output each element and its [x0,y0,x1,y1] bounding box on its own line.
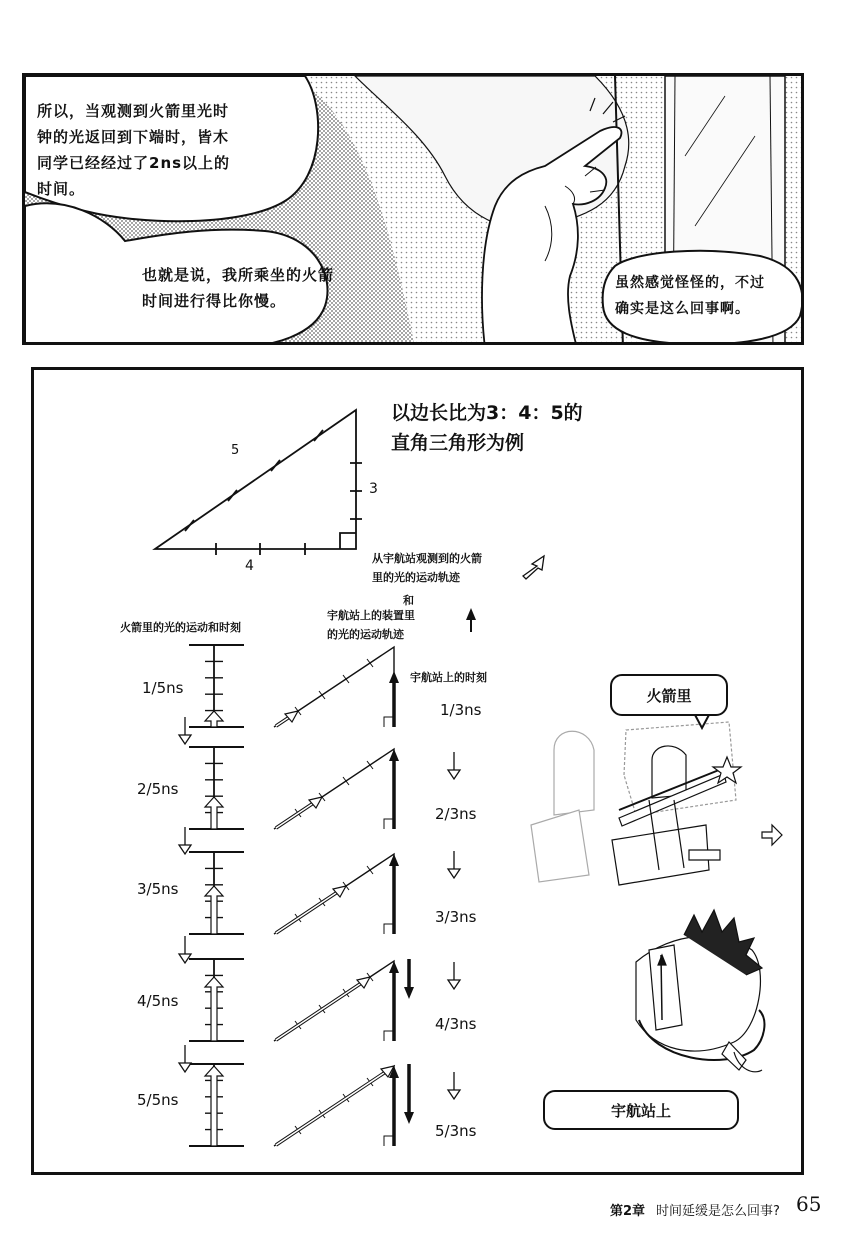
rocket-time-2: 2/5ns [137,780,179,798]
speech-bubble-1 [37,98,307,202]
mini-hyp-tick [367,659,373,667]
speech-bubble-3 [615,270,804,322]
time-rows [189,645,414,1146]
mini-hyp-tick [343,777,349,785]
diagram-title-line-1: 以边长比为3：4：5的 [391,402,583,424]
side-label-4: 4 [245,558,254,574]
station-time-5: 5/3ns [435,1122,477,1140]
rocket-time-1: 1/5ns [142,679,184,697]
mini-light-path-core [276,889,342,933]
label-station: 宇航站上 [543,1090,739,1130]
speech-bubble-1-line-2: 钟的光返回到下端时，皆木 [37,128,230,146]
diagram-art [34,370,804,1175]
main-triangle [155,410,362,555]
speech-bubble-1-line-4: 时间。 [37,180,86,198]
label-rocket: 火箭里 [610,674,728,716]
mini-hyp-tick [367,761,373,769]
clock-light-arrow [205,886,223,934]
speech-bubble-1-line-1: 所以，当观测到火箭里光时 [37,102,230,120]
clock-light-arrow [205,1066,223,1146]
station-character [636,910,764,1072]
side-label-5: 5 [231,443,240,458]
rocket-time-5: 5/5ns [137,1091,179,1109]
rocket-time-3: 3/5ns [137,880,179,898]
station-return-arrowhead [404,987,414,999]
mini-light-path-core [276,800,318,828]
mini-light-path-core [276,1069,390,1145]
footer-chapter: 第2章 [610,1204,646,1219]
side-label-3: 3 [369,481,378,497]
mini-hyp-tick [343,675,349,683]
speech-bubble-1-line-3: 同学已经经过了2ns以上的 [37,154,231,172]
station-time-2: 2/3ns [435,805,477,823]
mini-hyp-tick [319,691,325,699]
speech-bubble-3-line-1: 虽然感觉怪怪的，不过 [615,275,765,291]
rocket-characters [531,722,782,885]
mini-hyp-tick [367,866,373,874]
diagram-panel [31,367,804,1175]
speech-bubble-2 [142,262,392,314]
speech-bubble-2-line-1: 也就是说，我所乘坐的火箭 [142,266,335,284]
speech-bubble-2-line-2: 时间进行得比你慢。 [142,292,287,310]
trajectory-note-line-2: 里的光的运动轨迹 [372,571,460,584]
station-device-note-line-1: 宇航站上的装置里 [327,609,415,622]
station-device-note-line-2: 的光的运动轨迹 [327,628,404,641]
rocket-times-header: 火箭里的光的运动和时刻 [120,621,241,634]
station-times-header: 宇航站上的时刻 [410,671,487,684]
speech-bubble-3-line-2: 确实是这么回事啊。 [615,301,750,317]
clock-light-arrow [205,711,223,727]
top-panel [22,73,804,345]
station-time-1: 1/3ns [440,701,482,719]
station-return-arrowhead [404,1112,414,1124]
clock-light-arrow [205,977,223,1041]
trajectory-and: 和 [403,594,414,607]
mini-light-path-core [276,980,366,1040]
station-time-3: 3/3ns [435,908,477,926]
station-time-4: 4/3ns [435,1015,477,1033]
rocket-time-4: 4/5ns [137,992,179,1010]
footer-chapter-title: 时间延缓是怎么回事? [656,1204,780,1219]
station-light-arrowhead [389,671,399,683]
page-number: 65 [796,1192,822,1216]
trajectory-note-line-1: 从宇航站观测到的火箭 [372,552,482,565]
diagram-title-line-2: 直角三角形为例 [391,432,525,454]
